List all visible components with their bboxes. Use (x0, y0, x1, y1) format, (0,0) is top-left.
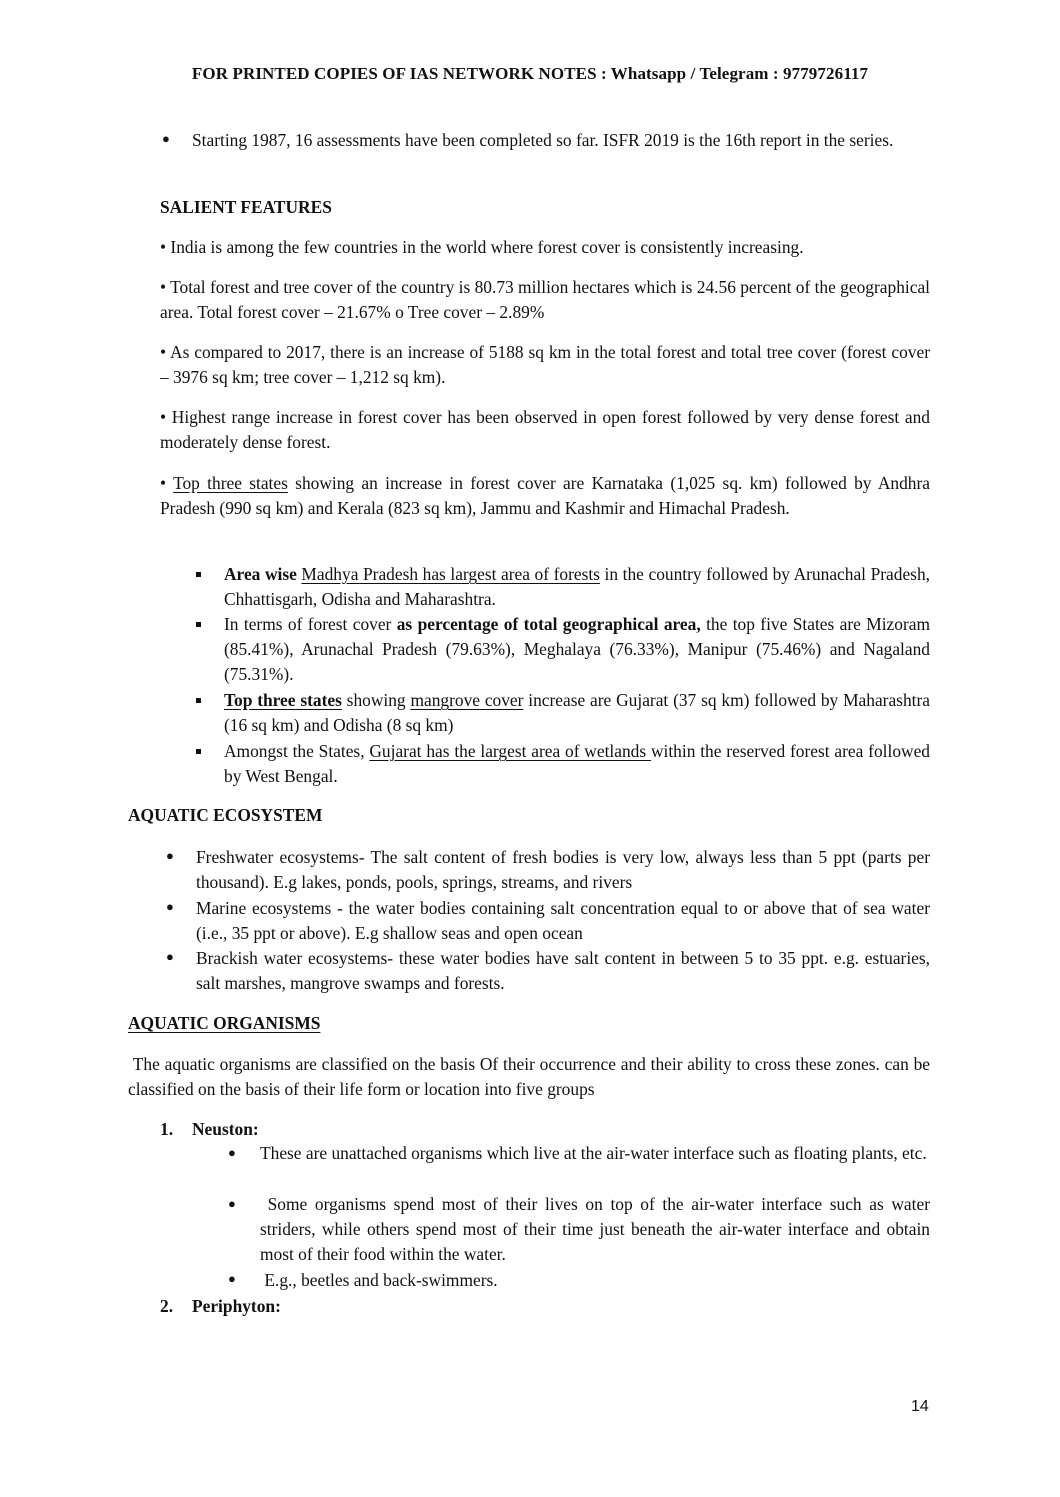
neuston-point: Some organisms spend most of their lives on top of the air-water interface such as water striders, while others spend most of their time just beneath the air-water interface and obtain most of their food within the water. (260, 1194, 935, 1264)
square-bullet (196, 698, 201, 703)
bullet-dot: ● (166, 949, 174, 964)
group-title-periphyton: Periphyton: (192, 1296, 281, 1316)
aquatic-ecosystem-heading: AQUATIC ECOSYSTEM (128, 805, 323, 825)
salient-paragraph-3: • As compared to 2017, there is an increase of 5188 sq km in the total forest and total tree cover (forest cover – 3976 sq km; tree cover – 1,212 sq km). (160, 342, 930, 387)
neuston-point: These are unattached organisms which live at the air-water interface such as floating plants, etc. (260, 1143, 927, 1163)
page-header: FOR PRINTED COPIES OF IAS NETWORK NOTES : Whatsapp / Telegram : 9779726117 (191, 64, 869, 83)
bullet-dot: ● (228, 1145, 236, 1160)
salient-paragraph-2: • Total forest and tree cover of the country is 80.73 million hectares which is 24.56 percent of the geographical area. Total forest cover – 21.67% o Tree cover – 2.89% (160, 277, 930, 322)
sub-bullet-percentage: In terms of forest cover as percentage of total geographical area, the top five States are Mizoram (85.41%), Arunachal Pradesh (79.63%), Meghalaya (76.33%), Manipur (75.46%) and Nagaland (75.31%). (224, 614, 930, 684)
group-number: 1. (160, 1119, 174, 1139)
sub-bullet-area-wise: Area wise Madhya Pradesh has largest area of forests in the country followed by Arunachal Pradesh, Chhattisgarh, Odisha and Maharashtra. (224, 564, 930, 609)
page-number: 14 (911, 1398, 929, 1415)
salient-paragraph-5: • Top three states showing an increase in forest cover are Karnataka (1,025 sq. km) followed by Andhra Pradesh (990 sq km) and Kerala (823 sq km), Jammu and Kashmir and Himachal Pradesh. (160, 473, 930, 518)
bullet-dot: ● (166, 899, 174, 914)
ecosystem-item: Marine ecosystems - the water bodies containing salt concentration equal to or above that of sea water (i.e., 35 ppt or above). E.g shallow seas and open ocean (196, 898, 930, 943)
bullet-dot: ● (166, 848, 174, 863)
bullet-dot: ● (162, 131, 170, 146)
underlined-phrase: Top three states (173, 473, 288, 493)
ecosystem-item: Freshwater ecosystems- The salt content of fresh bodies is very low, always less than 5 ppt (parts per thousand). E.g lakes, ponds, pools, springs, streams, and rivers (196, 847, 930, 892)
square-bullet (196, 622, 201, 627)
salient-features-heading: SALIENT FEATURES (160, 197, 332, 217)
square-bullet (196, 572, 201, 577)
salient-paragraph-4: • Highest range increase in forest cover has been observed in open forest followed by very dense forest and moderately dense forest. (160, 407, 930, 452)
aquatic-organisms-intro: The aquatic organisms are classified on the basis Of their occurrence and their ability to cross these zones. can be classified on the basis of their life form or location into five groups (128, 1054, 935, 1099)
group-number: 2. (160, 1296, 174, 1316)
bullet-dot: ● (228, 1271, 236, 1286)
intro-bullet-text: Starting 1987, 16 assessments have been completed so far. ISFR 2019 is the 16th report in the series. (192, 130, 894, 150)
neuston-point: E.g., beetles and back-swimmers. (260, 1270, 498, 1290)
salient-paragraph-1: • India is among the few countries in the world where forest cover is consistently increasing. (160, 237, 804, 257)
sub-bullet-mangrove: Top three states showing mangrove cover increase are Gujarat (37 sq km) followed by Maharashtra (16 sq km) and Odisha (8 sq km) (224, 690, 930, 735)
aquatic-organisms-heading: AQUATIC ORGANISMS (128, 1013, 321, 1033)
sub-bullet-wetlands: Amongst the States, Gujarat has the largest area of wetlands within the reserved forest area followed by West Bengal. (224, 741, 930, 786)
bullet-dot: ● (228, 1196, 236, 1211)
square-bullet (196, 749, 201, 754)
ecosystem-item: Brackish water ecosystems- these water bodies have salt content in between 5 to 35 ppt. e.g. estuaries, salt marshes, mangrove swamps and forests. (196, 948, 930, 993)
group-title-neuston: Neuston: (192, 1119, 259, 1139)
